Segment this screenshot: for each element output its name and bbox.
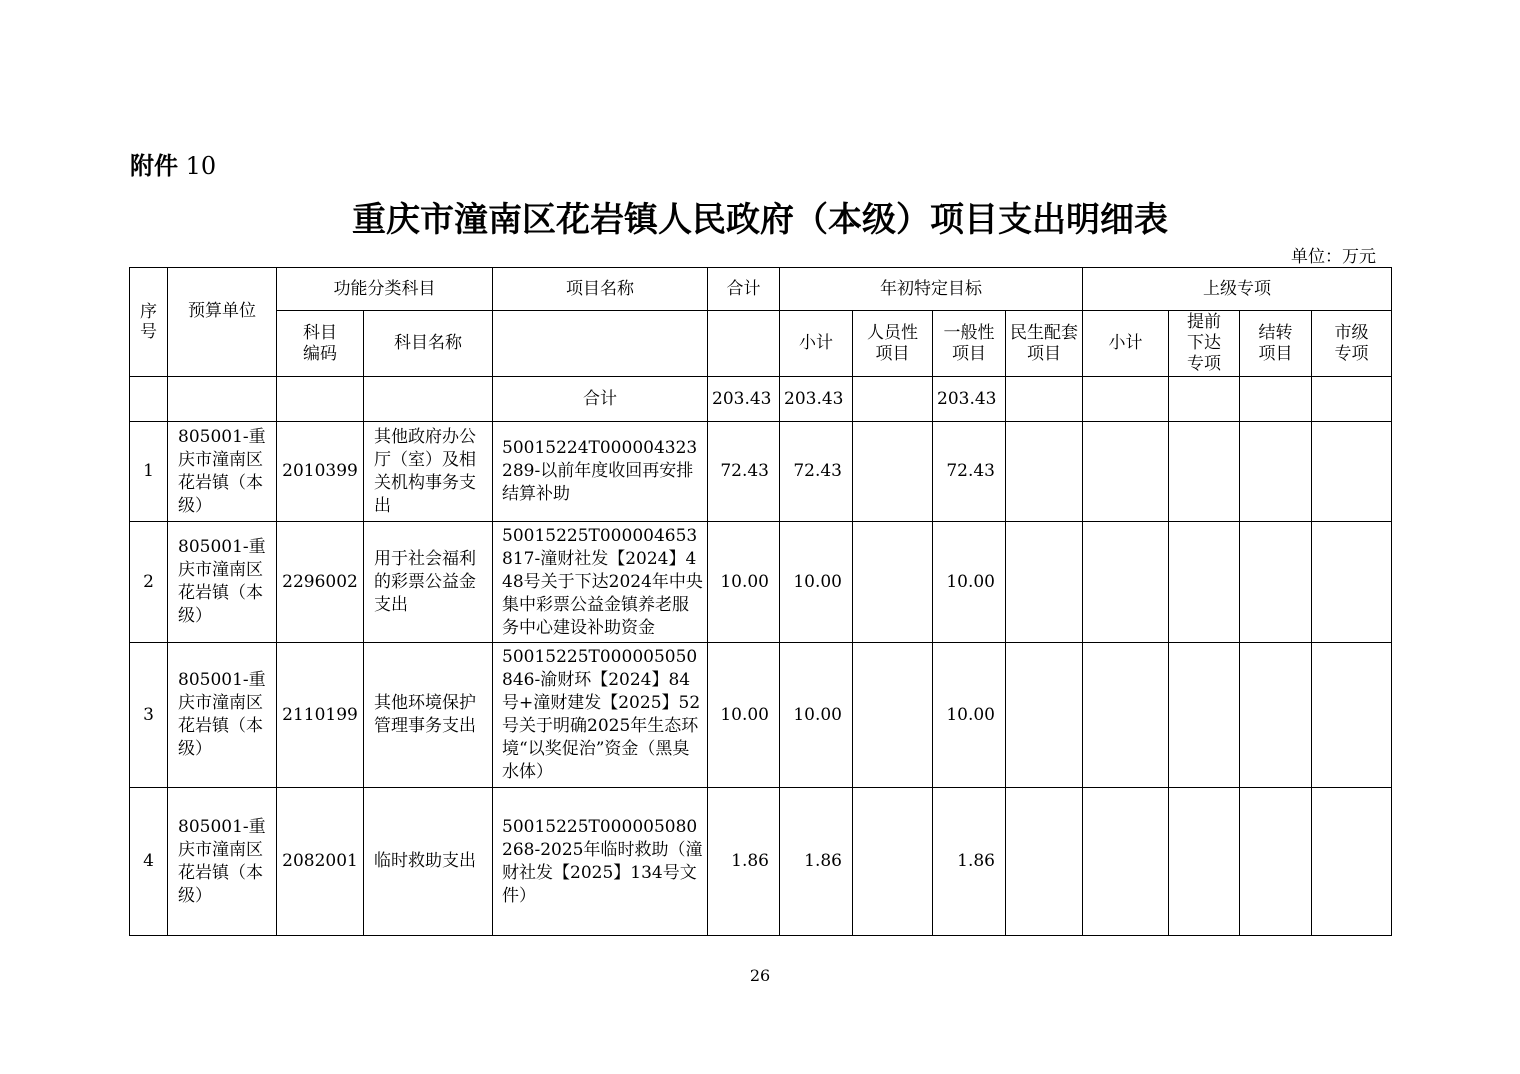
header-superior: 上级专项 bbox=[1083, 268, 1392, 311]
header-project-name: 项目名称 bbox=[493, 268, 708, 311]
header-project-name-blank bbox=[493, 311, 708, 377]
row-general: 10.00 bbox=[933, 643, 1006, 788]
row-seq: 2 bbox=[130, 522, 168, 643]
unit-label: 单位：万元 bbox=[1291, 247, 1376, 267]
page-title: 重庆市潼南区花岩镇人民政府（本级）项目支出明细表 bbox=[352, 200, 1168, 240]
row-project: 50015225T000005050846-渝财环【2024】84号+潼财建发【2025】52号关于明确2025年生态环境“以奖促治”资金（黑臭水体） bbox=[493, 643, 708, 788]
row-unit: 805001-重庆市潼南区花岩镇（本级） bbox=[168, 422, 277, 522]
row-target-subtotal: 10.00 bbox=[780, 522, 853, 643]
header-target-subtotal: 小计 bbox=[780, 311, 853, 377]
row-general: 1.86 bbox=[933, 788, 1006, 936]
row-unit: 805001-重庆市潼南区花岩镇（本级） bbox=[168, 788, 277, 936]
row-target-subtotal: 72.43 bbox=[780, 422, 853, 522]
row-subject-name: 其他政府办公厅（室）及相关机构事务支出 bbox=[364, 422, 493, 522]
header-seq: 序号 bbox=[130, 268, 168, 377]
row-project: 50015224T000004323289-以前年度收回再安排结算补助 bbox=[493, 422, 708, 522]
expenditure-table bbox=[129, 267, 1392, 936]
header-total: 合计 bbox=[708, 268, 780, 311]
row-code: 2010399 bbox=[277, 422, 364, 522]
total-target-subtotal: 203.43 bbox=[780, 377, 853, 422]
total-row bbox=[130, 377, 1392, 422]
header-general: 一般性项目 bbox=[933, 311, 1006, 377]
row-total: 10.00 bbox=[708, 522, 780, 643]
row-subject-name: 临时救助支出 bbox=[364, 788, 493, 936]
row-total: 1.86 bbox=[708, 788, 780, 936]
header-row-1 bbox=[130, 268, 1392, 311]
total-value: 203.43 bbox=[708, 377, 780, 422]
table-row bbox=[130, 422, 1392, 522]
row-unit: 805001-重庆市潼南区花岩镇（本级） bbox=[168, 522, 277, 643]
row-seq: 1 bbox=[130, 422, 168, 522]
header-advance: 提前下达专项 bbox=[1169, 311, 1240, 377]
row-target-subtotal: 1.86 bbox=[780, 788, 853, 936]
row-unit: 805001-重庆市潼南区花岩镇（本级） bbox=[168, 643, 277, 788]
total-label: 合计 bbox=[493, 377, 708, 422]
row-subject-name: 其他环境保护管理事务支出 bbox=[364, 643, 493, 788]
row-project: 50015225T000005080268-2025年临时救助（潼财社发【2025】134号文件） bbox=[493, 788, 708, 936]
row-subject-name: 用于社会福利的彩票公益金支出 bbox=[364, 522, 493, 643]
row-seq: 3 bbox=[130, 643, 168, 788]
row-general: 72.43 bbox=[933, 422, 1006, 522]
header-personnel: 人员性项目 bbox=[853, 311, 933, 377]
header-total-blank bbox=[708, 311, 780, 377]
table-row bbox=[130, 788, 1392, 936]
header-budget-unit: 预算单位 bbox=[168, 268, 277, 377]
row-total: 10.00 bbox=[708, 643, 780, 788]
header-city: 市级专项 bbox=[1312, 311, 1392, 377]
header-livelihood: 民生配套项目 bbox=[1006, 311, 1083, 377]
row-total: 72.43 bbox=[708, 422, 780, 522]
header-subject-name: 科目名称 bbox=[364, 311, 493, 377]
row-seq: 4 bbox=[130, 788, 168, 936]
header-row-2 bbox=[130, 311, 1392, 377]
total-general: 203.43 bbox=[933, 377, 1006, 422]
row-general: 10.00 bbox=[933, 522, 1006, 643]
header-superior-subtotal: 小计 bbox=[1083, 311, 1169, 377]
row-code: 2110199 bbox=[277, 643, 364, 788]
header-carryover: 结转项目 bbox=[1240, 311, 1312, 377]
table-row bbox=[130, 643, 1392, 788]
header-annual-target: 年初特定目标 bbox=[780, 268, 1083, 311]
header-subject-code: 科目编码 bbox=[277, 311, 364, 377]
row-code: 2296002 bbox=[277, 522, 364, 643]
row-target-subtotal: 10.00 bbox=[780, 643, 853, 788]
attachment-label: 附件 10 bbox=[130, 152, 217, 180]
table-row bbox=[130, 522, 1392, 643]
row-code: 2082001 bbox=[277, 788, 364, 936]
page-number: 26 bbox=[749, 966, 771, 985]
header-func-category: 功能分类科目 bbox=[277, 268, 493, 311]
row-project: 50015225T000004653817-潼财社发【2024】448号关于下达2024年中央集中彩票公益金镇养老服务中心建设补助资金 bbox=[493, 522, 708, 643]
